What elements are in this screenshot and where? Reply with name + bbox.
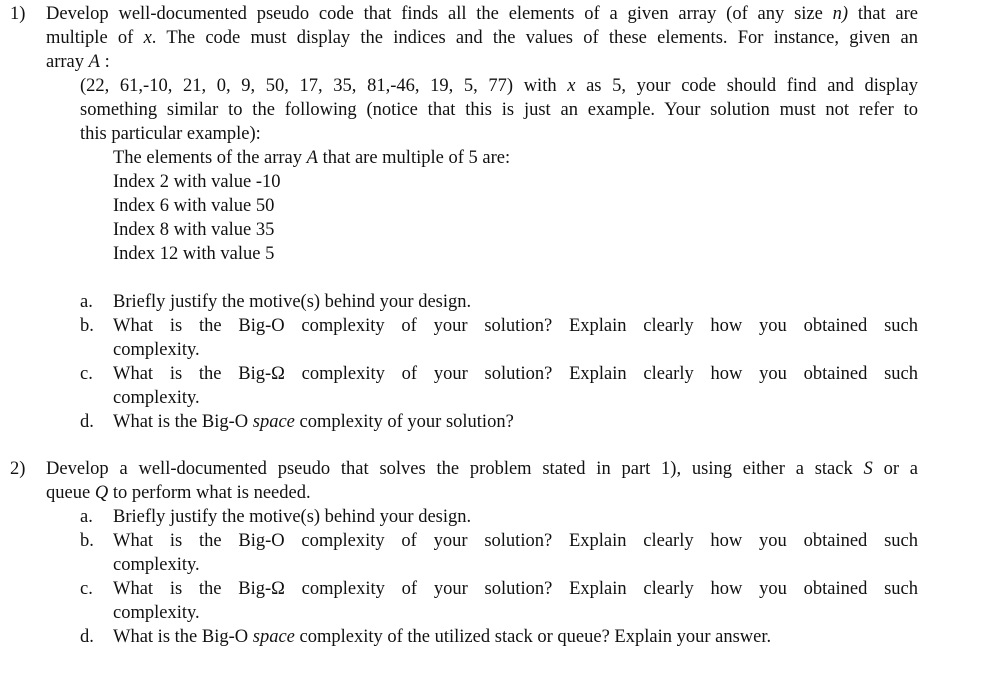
sub-question-b-cont: complexity. bbox=[113, 555, 200, 575]
output-line: Index 6 with value 50 bbox=[113, 196, 275, 216]
sub-question-b-cont: complexity. bbox=[113, 340, 200, 360]
example-line-3: this particular example): bbox=[80, 124, 261, 144]
item-letter: d. bbox=[80, 627, 94, 647]
output-line: Index 2 with value -10 bbox=[113, 172, 281, 192]
output-header: The elements of the array A that are multiple of 5 are: bbox=[113, 148, 511, 168]
example-line-1: (22, 61,-10, 21, 0, 9, 50, 17, 35, 81,-46, 19, 5, 77) with x as 5, your code should find and display bbox=[80, 76, 918, 96]
example-line-2: something similar to the following (notice that this is just an example. Your solution must not refer to bbox=[80, 100, 918, 120]
variable-n: n) bbox=[832, 4, 849, 24]
variable-S: S bbox=[863, 459, 873, 479]
item-letter: c. bbox=[80, 579, 93, 599]
sub-question-b: What is the Big-O complexity of your solution? Explain clearly how you obtained such bbox=[113, 316, 918, 336]
variable-Q: Q bbox=[94, 483, 109, 503]
question-1-line-3: array A : bbox=[46, 52, 110, 72]
item-letter: c. bbox=[80, 364, 93, 384]
sub-question-d: What is the Big-O space complexity of your solution? bbox=[113, 412, 514, 432]
sub-question-c-cont: complexity. bbox=[113, 603, 200, 623]
question-1-number: 1) bbox=[10, 4, 26, 24]
sub-question-a: Briefly justify the motive(s) behind your design. bbox=[113, 292, 472, 312]
variable-A: A bbox=[88, 52, 100, 72]
item-letter: a. bbox=[80, 507, 93, 527]
sub-question-c-cont: complexity. bbox=[113, 388, 200, 408]
sub-question-b: What is the Big-O complexity of your solution? Explain clearly how you obtained such bbox=[113, 531, 918, 551]
question-2-number: 2) bbox=[10, 459, 26, 479]
sub-question-d: What is the Big-O space complexity of the utilized stack or queue? Explain your answer. bbox=[113, 627, 772, 647]
output-line: Index 12 with value 5 bbox=[113, 244, 275, 264]
sub-question-c: What is the Big-Ω complexity of your solution? Explain clearly how you obtained such bbox=[113, 579, 918, 599]
item-letter: a. bbox=[80, 292, 93, 312]
question-2-line-1: Develop a well-documented pseudo that solves the problem stated in part 1), using either a stack S or a bbox=[46, 459, 918, 479]
item-letter: d. bbox=[80, 412, 94, 432]
item-letter: b. bbox=[80, 316, 94, 336]
variable-x: x bbox=[567, 76, 576, 96]
sub-question-c: What is the Big-Ω complexity of your solution? Explain clearly how you obtained such bbox=[113, 364, 918, 384]
question-2-line-2: queue Q to perform what is needed. bbox=[46, 483, 311, 503]
question-1-line-1: Develop well-documented pseudo code that finds all the elements of a given array (of any size n) that are bbox=[46, 4, 918, 24]
variable-A: A bbox=[306, 148, 318, 168]
sub-question-a: Briefly justify the motive(s) behind your design. bbox=[113, 507, 472, 527]
question-1-line-2: multiple of x. The code must display the indices and the values of these elements. For instance, given an bbox=[46, 28, 918, 48]
output-line: Index 8 with value 35 bbox=[113, 220, 275, 240]
item-letter: b. bbox=[80, 531, 94, 551]
variable-x: x bbox=[143, 28, 152, 48]
